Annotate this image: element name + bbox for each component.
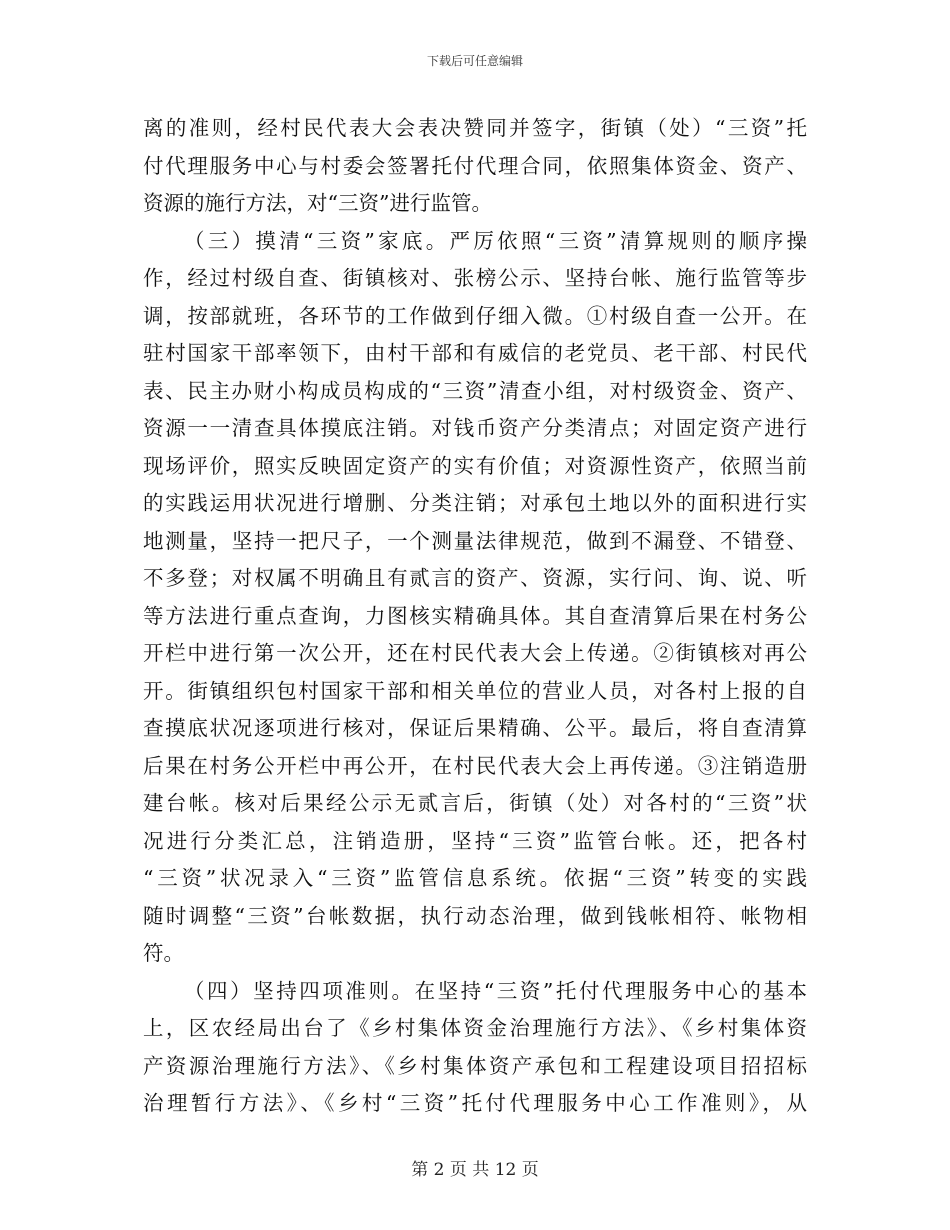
text-line: 现场评价，照实反映固定资产的实有价值；对资源性资产，依照当前 [143, 453, 807, 478]
text-line: 的实践运用状况进行增删、分类注销；对承包土地以外的面积进行实 [143, 491, 807, 515]
text-line: 调，按部就班，各环节的工作做到仔细入微。①村级自查一公开。在 [143, 303, 807, 328]
text-line: 驻村国家干部率领下，由村干部和有威信的老党员、老干部、村民代 [143, 341, 807, 365]
text-line: 不多登；对权属不明确且有贰言的资产、资源，实行问、询、说、听 [143, 566, 807, 590]
text-line: 查摸底状况逐项进行核对，保证后果精确、公平。最后，将自查清算 [143, 716, 807, 740]
text-line: 建台帐。核对后果经公示无贰言后，街镇（处）对各村的“三资”状 [143, 791, 807, 815]
page-footer: 第 2 页 共 12 页 [411, 1160, 539, 1180]
text-line: 离的准则，经村民代表大会表决赞同并签字，街镇（处）“三资”托 [143, 116, 807, 140]
text-line: 地测量，坚持一把尺子，一个测量法律规范，做到不漏登、不错登、 [143, 528, 807, 553]
text-line: 等方法进行重点查询，力图核实精确具体。其自查清算后果在村务公 [143, 603, 807, 628]
text-line: 后果在村务公开栏中再公开，在村民代表大会上再传递。③注销造册 [143, 753, 807, 778]
text-line: 开。街镇组织包村国家干部和相关单位的营业人员，对各村上报的自 [143, 678, 807, 703]
text-line: 资源的施行方法，对“三资”进行监管。 [143, 191, 492, 215]
text-line: 表、民主办财小构成员构成的“三资”清查小组，对村级资金、资产、 [143, 378, 807, 403]
body-text [143, 110, 807, 1123]
text-line: 开栏中进行第一次公开，还在村民代表大会上传递。②街镇核对再公 [143, 641, 807, 665]
text-line: 付代理服务中心与村委会签署托付代理合同，依照集体资金、资产、 [143, 153, 807, 178]
text-line: 况进行分类汇总，注销造册，坚持“三资”监管台帐。还，把各村 [143, 828, 807, 853]
text-line: 作，经过村级自查、街镇核对、张榜公示、坚持台帐、施行监管等步 [143, 266, 807, 290]
text-line: 产资源治理施行方法》、《乡村集体资产承包和工程建设项目招招标 [143, 1053, 807, 1078]
text-line: 上，区农经局出台了《乡村集体资金治理施行方法》、《乡村集体资 [143, 1016, 807, 1040]
text-line: 资源一一清查具体摸底注销。对钱币资产分类清点；对固定资产进行 [143, 416, 807, 440]
text-line: 符。 [143, 941, 184, 965]
page-header: 下载后可任意编辑 [426, 54, 523, 68]
text-line: “三资”状况录入“三资”监管信息系统。依据“三资”转变的实践 [143, 866, 807, 890]
text-line: 治理暂行方法》、《乡村“三资”托付代理服务中心工作准则》，从 [143, 1091, 807, 1115]
text-line: 随时调整“三资”台帐数据，执行动态治理，做到钱帐相符、帐物相 [143, 903, 807, 928]
text-line: （三）摸清“三资”家底。严厉依照“三资”清算规则的顺序操 [184, 228, 807, 253]
text-line: （四）坚持四项准则。在坚持“三资”托付代理服务中心的基本 [184, 978, 807, 1003]
